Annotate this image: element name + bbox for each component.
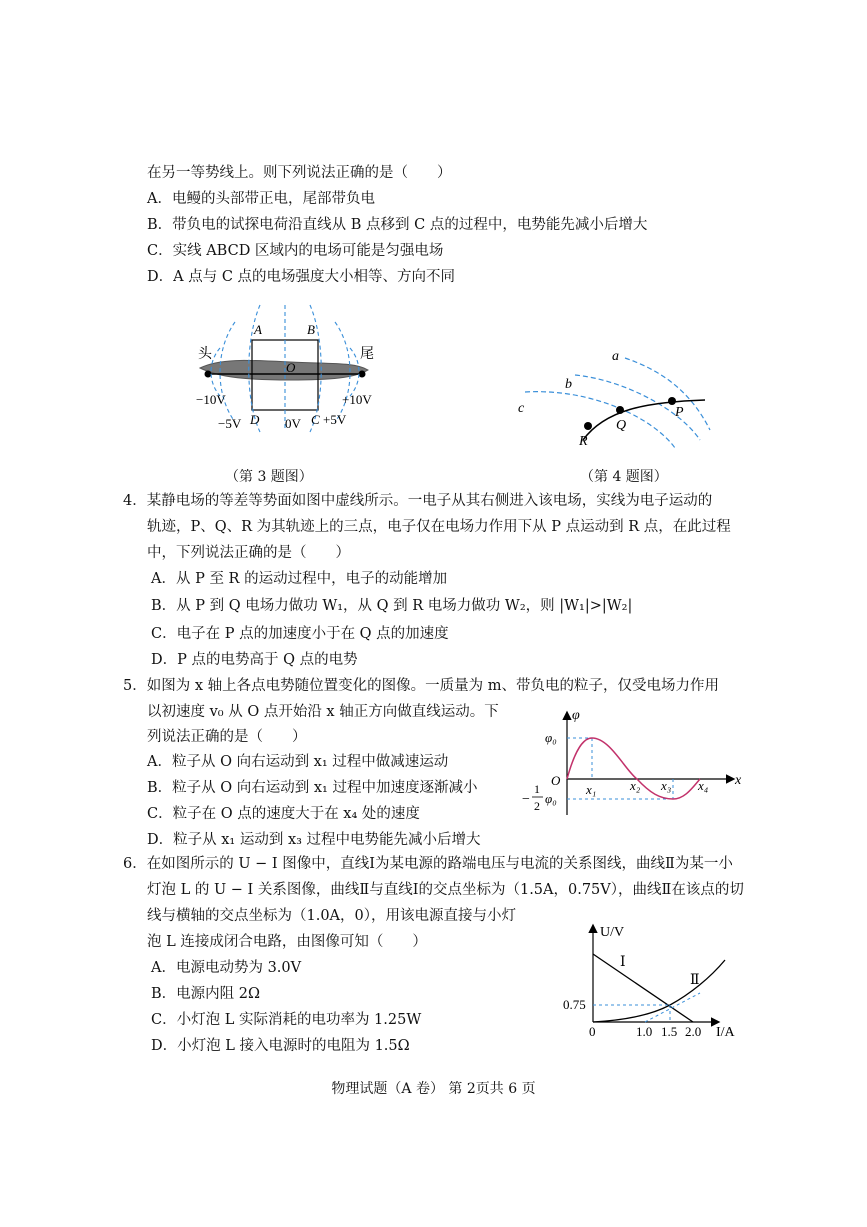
tick-y-075: 0.75 — [563, 997, 586, 1012]
tail-dot — [359, 371, 366, 378]
label-phi0: φ₀ — [545, 730, 557, 745]
label-line-i: Ⅰ — [620, 955, 626, 970]
point-r — [584, 422, 592, 430]
label-phi0-neg: φ₀ — [545, 791, 557, 806]
tick-x3: x₃ — [661, 778, 672, 793]
q4-option-a: A．从 P 至 R 的运动过程中，电子的动能增加 — [151, 571, 448, 587]
point-p — [668, 397, 676, 405]
q4-option-d: D．P 点的电势高于 Q 点的电势 — [151, 652, 358, 668]
q6-stem-3: 线与横轴的交点坐标为（1.0A，0），用该电源直接与小灯 — [147, 908, 517, 924]
q4-stem-2: 轨迹，P、Q、R 为其轨迹上的三点，电子仅在电场力作用下从 P 点运动到 R 点，在此过程 — [147, 519, 731, 535]
q6-option-c: C．小灯泡 L 实际消耗的电功率为 1.25W — [151, 1012, 422, 1028]
q4-stem-1: 4．某静电场的等差等势面如图中虚线所示。一电子从其右侧进入该电场，实线为电子运动的 — [123, 493, 713, 509]
tick-x4: x₄ — [698, 778, 709, 793]
axis-u: U/V — [600, 925, 625, 940]
label-d: D — [250, 412, 260, 427]
head-dot — [205, 371, 212, 378]
label-q: Q — [616, 418, 627, 433]
label-b: B — [307, 322, 315, 337]
label-p: P — [675, 405, 684, 420]
q3-option-c: C．实线 ABCD 区域内的电场可能是匀强电场 — [147, 243, 444, 259]
curve-ii — [593, 960, 725, 1022]
tick-x1: x₁ — [586, 782, 597, 797]
q3-option-b: B．带负电的试探电荷沿直线从 B 点移到 C 点的过程中，电势能先减小后增大 — [147, 217, 648, 233]
q4-figure — [505, 330, 735, 460]
q6-option-a: A．电源电动势为 3.0V — [151, 960, 302, 976]
pot-p10: +10V — [342, 392, 372, 407]
label-c: C — [311, 412, 320, 427]
q6-stem-2: 灯泡 L 的 U − I 关系图像，曲线Ⅱ与直线Ⅰ的交点坐标为（1.5A，0.75V），曲线Ⅱ在该点的切 — [147, 882, 744, 898]
q3-stem-tail: 在另一等势线上。则下列说法正确的是（ ） — [147, 165, 452, 181]
equipotential-a — [625, 358, 710, 430]
q6-stem-4: 泡 L 连接成闭合电路，由图像可知（ ） — [147, 934, 427, 950]
pot-zero: 0V — [285, 416, 301, 431]
label-tail: 尾 — [360, 347, 374, 362]
q5-stem-3: 列说法正确的是（ ） — [147, 729, 307, 745]
q6-figure — [560, 918, 760, 1043]
label-b: b — [565, 377, 572, 392]
q6-option-d: D．小灯泡 L 接入电源时的电阻为 1.5Ω — [151, 1038, 410, 1054]
pot-p5: +5V — [323, 412, 347, 427]
eel-body — [200, 360, 368, 380]
q6-option-b: B．电源内阻 2Ω — [151, 986, 261, 1002]
label-origin: O — [551, 773, 561, 788]
label-half-den: 2 — [534, 799, 540, 813]
label-half-num: 1 — [534, 782, 540, 796]
q5-option-c: C．粒子在 O 点的速度大于在 x₄ 处的速度 — [147, 806, 420, 822]
q3-caption: （第 3 题图） — [225, 469, 313, 485]
label-a: a — [612, 349, 619, 364]
q4-stem-3: 中，下列说法正确的是（ ） — [147, 545, 350, 561]
point-q — [616, 406, 624, 414]
tick-x-15: 1.5 — [661, 1024, 678, 1039]
page-footer: 物理试题（A 卷） 第 2页共 6 页 — [331, 1081, 536, 1097]
label-r: R — [579, 434, 588, 449]
q6-stem-1: 6．在如图所示的 U − I 图像中，直线Ⅰ为某电源的路端电压与电流的关系图线，曲线Ⅱ为某一小 — [123, 856, 733, 872]
q4-option-c: C．电子在 P 点的加速度小于在 Q 点的加速度 — [151, 626, 449, 642]
tick-x-10: 1.0 — [636, 1024, 653, 1039]
label-curve-ii: Ⅱ — [690, 973, 700, 988]
q5-stem-2: 以初速度 v₀ 从 O 点开始沿 x 轴正方向做直线运动。下 — [147, 704, 499, 720]
q3-figure — [190, 300, 390, 440]
q4-caption: （第 4 题图） — [580, 469, 668, 485]
trajectory — [583, 400, 705, 440]
label-head: 头 — [198, 347, 212, 362]
line-i — [593, 954, 693, 1022]
label-a: A — [254, 322, 262, 337]
pot-m5: −5V — [218, 416, 242, 431]
q4-option-b: B．从 P 到 Q 电场力做功 W₁，从 Q 到 R 电场力做功 W₂，则 |W₁|>|W₂| — [151, 598, 633, 614]
tick-x-20: 2.0 — [685, 1024, 702, 1039]
q5-option-a: A．粒子从 O 向右运动到 x₁ 过程中做减速运动 — [147, 754, 449, 770]
tick-x2: x₂ — [630, 778, 641, 793]
q5-option-d: D．粒子从 x₁ 运动到 x₃ 过程中电势能先减小后增大 — [147, 832, 481, 848]
q5-option-b: B．粒子从 O 向右运动到 x₁ 过程中加速度逐渐减小 — [147, 780, 478, 796]
axis-i: I/A — [716, 1025, 735, 1040]
q5-stem-1: 5．如图为 x 轴上各点电势随位置变化的图像。一质量为 m、带负电的粒子，仅受电场力作用 — [123, 678, 719, 694]
q3-option-a: A．电鳗的头部带正电，尾部带负电 — [147, 191, 375, 207]
label-c: c — [518, 401, 525, 416]
q3-option-d: D．A 点与 C 点的电场强度大小相等、方向不同 — [147, 269, 456, 285]
axis-phi: φ — [572, 708, 580, 723]
label-o: O — [286, 360, 296, 375]
pot-m10: −10V — [196, 392, 226, 407]
label-minus: − — [522, 792, 530, 807]
tick-zero: 0 — [589, 1024, 596, 1039]
axis-x: x — [735, 773, 742, 788]
q5-figure — [515, 705, 745, 820]
